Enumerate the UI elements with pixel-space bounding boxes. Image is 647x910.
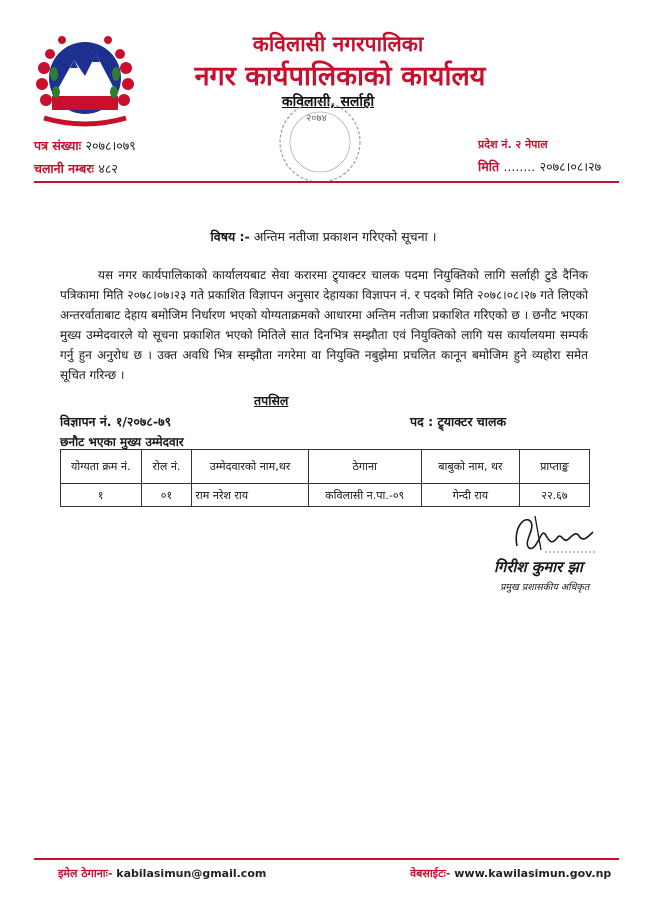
advertisement-number: विज्ञापन नं. १/२०७८-७९ <box>60 414 172 429</box>
header-divider <box>34 181 619 183</box>
province: प्रदेश नं. २ नेपाल <box>478 138 548 151</box>
office-name: कविलासी नगरपालिका <box>252 32 424 56</box>
col-score: प्राप्ताङ्क <box>519 450 589 484</box>
post-name: पद : ट्र्याक्टर चालक <box>410 414 507 429</box>
selected-candidate-label: छनौट भएका मुख्य उम्मेदवार <box>60 435 184 449</box>
subject-line <box>0 228 647 245</box>
subject-label: विषय :- <box>210 229 250 244</box>
cell-roll: ०१ <box>141 484 192 507</box>
dispatch-number-line <box>34 160 118 177</box>
result-table <box>60 449 590 507</box>
col-father: बाबुको नाम, थर <box>421 450 519 484</box>
subject-text: अन्तिम नतीजा प्रकाशन गरिएको सूचना । <box>253 229 437 244</box>
signatory-name: गिरीश कुमार झा <box>494 558 583 576</box>
footer-website <box>410 866 611 881</box>
footer-divider <box>34 858 619 860</box>
dispatch-label: चलानी नम्बरः <box>34 161 94 176</box>
office-stamp <box>272 96 368 188</box>
cell-score: २२.६७ <box>519 484 589 507</box>
email-label: इमेल ठेगानाः- <box>58 867 113 880</box>
ref-value: २०७८।०७९ <box>85 138 136 153</box>
municipality-emblem <box>30 26 140 131</box>
ref-number-line <box>34 137 136 154</box>
col-name: उम्मेदवारको नाम,थर <box>192 450 308 484</box>
cell-father: गेन्दी राय <box>421 484 519 507</box>
cell-name: राम नरेश राय <box>192 484 308 507</box>
office-location: कविलासी, सर्लाही <box>281 94 375 110</box>
email-value[interactable]: kabilasimun@gmail.com <box>116 867 267 880</box>
table-row <box>61 484 590 507</box>
signatory-title: प्रमुख प्रशासकीय अधिकृत <box>500 582 590 593</box>
ref-label: पत्र संख्याः <box>34 138 82 153</box>
dispatch-value: ४८२ <box>98 161 118 176</box>
col-roll: रोल नं. <box>141 450 192 484</box>
stamp-year: २०७४ <box>306 113 327 124</box>
website-value[interactable]: www.kawilasimun.gov.np <box>454 867 612 880</box>
cell-rank: १ <box>61 484 142 507</box>
cell-address: कविलासी न.पा.-०९ <box>308 484 421 507</box>
date-label: मिति <box>478 159 500 174</box>
website-label: वेबसाईटः- <box>410 867 451 880</box>
footer-email <box>58 866 266 881</box>
notice-paragraph: यस नगर कार्यपालिकाको कार्यालयबाट सेवा करारमा ट्र्याक्टर चालक पदमा नियुक्तिको लागि सर्लाही टुडे दैनिक पत्रिकामा मिति २०७८।०७।२३ गते प्रकाशित विज्ञापन अनुसार देहायका विज्ञापन नं. र पदको मिति २०७८।०८।२७ गते लिएको अन्तरर्वाताबाट देहाय बमोजिम निर्धारण भएको योग्यताक्रमको आधारमा अन्तिम नतीजा प्रकाशित गरिएको छ । छनौट भएका मुख्य उम्मेदवारले यो सूचना प्रकाशित भएको मितिले सात दिनभित्र सम्झौता एवं नियुक्तिको लागि यस कार्यालयमा सम्पर्क गर्नु हुन अनुरोध छ । उक्त अवधि भित्र सम्झौता नगरेमा वा नियुक्ति नबुझेमा प्रचलित कानून बमोजिम हुने व्यहोरा समेत सूचित गरिन्छ । <box>60 268 588 382</box>
schedule-heading: तपसिल <box>254 393 289 408</box>
office-title: नगर कार्यपालिकाको कार्यालय <box>194 61 486 92</box>
date-line: मिति ........ २०७८।०८।२७ <box>478 159 602 174</box>
table-header-row <box>61 450 590 484</box>
col-address: ठेगाना <box>308 450 421 484</box>
col-rank: योग्यता क्रम नं. <box>61 450 142 484</box>
date-value: २०७८।०८।२७ <box>539 159 602 174</box>
handwritten-signature <box>505 508 600 558</box>
